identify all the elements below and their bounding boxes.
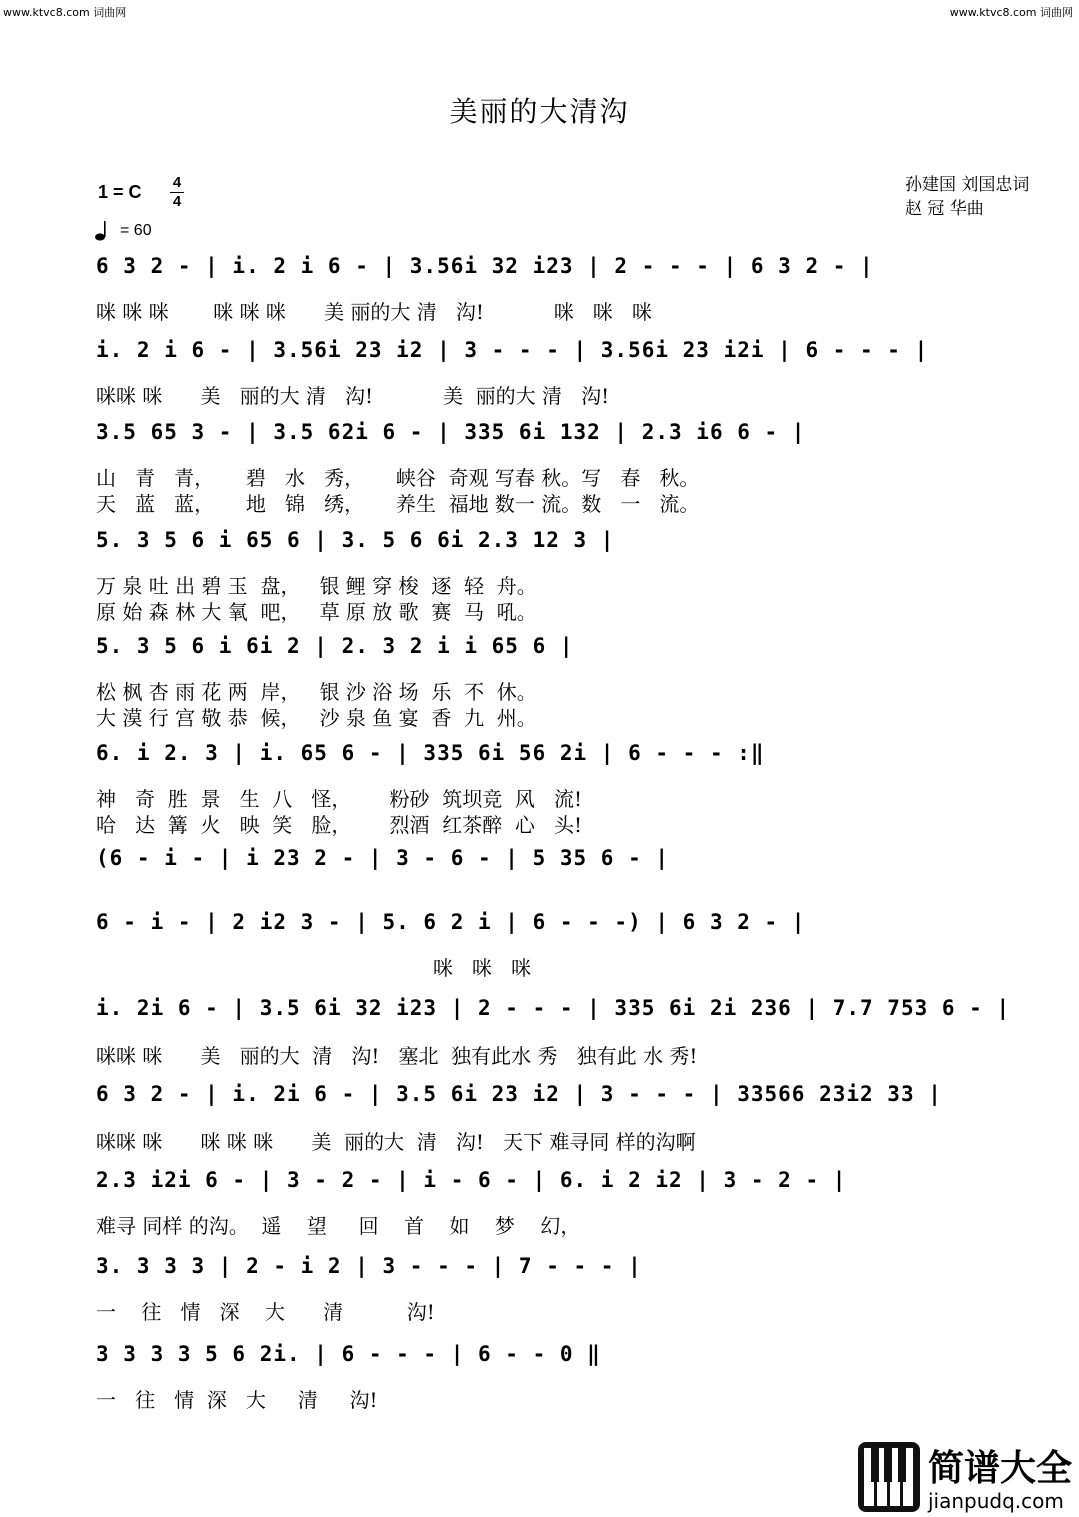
lyric-line: 原 始 森 林 大 氧 吧， 草 原 放 歌 赛 马 吼。 bbox=[96, 600, 537, 624]
meter-top: 4 bbox=[172, 174, 182, 191]
logo-title: 简谱大全 bbox=[928, 1448, 1073, 1489]
lyric-line: 咪咪 咪 美 丽的大 清 沟! 塞北 独有此水 秀 独有此 水 秀! bbox=[96, 1044, 698, 1068]
notation-text: 3. 3 3 3 | 2 - i 2 | 3 - - - | 7 - - - | bbox=[96, 1254, 642, 1278]
meter-bottom: 4 bbox=[172, 193, 182, 210]
notation-text: 6 - i - | 2 i2 3 - | 5. 6 2 i | 6 - - -) | 6 3 2 - | bbox=[96, 910, 806, 934]
song-title: 美丽的大清沟 bbox=[449, 95, 630, 128]
music-line bbox=[96, 846, 1030, 876]
tempo-marking: = 60 bbox=[120, 222, 152, 239]
lyric-line: 松 枫 杏 雨 花 两 岸， 银 沙 浴 场 乐 不 休。 bbox=[96, 680, 537, 704]
lyric-line: 一 往 情 深 大 清 沟! bbox=[96, 1300, 435, 1324]
music-line bbox=[96, 1168, 1030, 1198]
quarter-note-icon bbox=[94, 220, 112, 242]
time-signature bbox=[170, 174, 184, 211]
lyric-line: 神 奇 胜 景 生 八 怪， 粉砂 筑坝竞 风 流! bbox=[96, 787, 583, 811]
lyric-line: 一 往 情 深 大 清 沟! bbox=[96, 1388, 378, 1412]
lyric-line: 天 蓝 蓝， 地 锦 绣， 养生 福地 数一 流。数 一 流。 bbox=[96, 492, 700, 516]
notation-text: 3.5 65 3 - | 3.5 62i 6 - | 335 6i 132 | 2.3 i6 6 - | bbox=[96, 420, 806, 444]
site-watermark-right: www.ktvc8.com 词曲网 bbox=[949, 6, 1073, 19]
notation-text: i. 2 i 6 - | 3.56i 23 i2 | 3 - - - | 3.56i 23 i2i | 6 - - - | bbox=[96, 338, 929, 362]
music-line bbox=[96, 420, 1030, 450]
key-signature: 1 = C bbox=[98, 182, 142, 202]
lyric-line: 难寻 同样 的沟。 遥 望 回 首 如 梦 幻， bbox=[96, 1214, 581, 1238]
music-line bbox=[96, 1254, 1030, 1284]
notation-text: 2.3 i2i 6 - | 3 - 2 - | i - 6 - | 6. i 2 i2 | 3 - 2 - | bbox=[96, 1168, 847, 1192]
notation-text: (6 - i - | i 23 2 - | 3 - 6 - | 5 35 6 - | bbox=[96, 846, 670, 870]
music-line bbox=[96, 910, 1030, 940]
lyric-line: 大 漠 行 宫 敬 恭 候， 沙 泉 鱼 宴 香 九 州。 bbox=[96, 706, 537, 730]
music-line bbox=[96, 741, 1030, 771]
composer-credit: 赵 冠 华曲 bbox=[905, 199, 984, 219]
notation-text: 3 3 3 3 5 6 2i. | 6 - - - | 6 - - 0 ‖ bbox=[96, 1342, 601, 1366]
music-line bbox=[96, 634, 1030, 664]
notation-text: i. 2i 6 - | 3.5 6i 32 i23 | 2 - - - | 335 6i 2i 236 | 7.7 753 6 - | bbox=[96, 996, 1011, 1020]
lyric-line: 咪 咪 咪 咪 咪 咪 美 丽的大 清 沟! 咪 咪 咪 bbox=[96, 300, 652, 324]
notation-text: 6. i 2. 3 | i. 65 6 - | 335 6i 56 2i | 6 - - - :‖ bbox=[96, 741, 765, 765]
lyric-line: 万 泉 吐 出 碧 玉 盘， 银 鲤 穿 梭 逐 轻 舟。 bbox=[96, 574, 537, 598]
lyric-line: 山 青 青， 碧 水 秀， 峡谷 奇观 写春 秋。写 春 秋。 bbox=[96, 466, 700, 490]
notation-text: 6 3 2 - | i. 2i 6 - | 3.5 6i 23 i2 | 3 - - - | 33566 23i2 33 | bbox=[96, 1082, 942, 1106]
music-line bbox=[96, 528, 1030, 558]
logo-url: jianpudq.com bbox=[928, 1489, 1064, 1513]
lyric-line: 咪 咪 咪 bbox=[96, 956, 532, 980]
music-line bbox=[96, 1082, 1030, 1112]
music-line bbox=[96, 996, 1030, 1026]
notation-text: 5. 3 5 6 i 6i 2 | 2. 3 2 i i 65 6 | bbox=[96, 634, 574, 658]
notation-text: 5. 3 5 6 i 65 6 | 3. 5 6 6i 2.3 12 3 | bbox=[96, 528, 615, 552]
music-line bbox=[96, 338, 1030, 368]
site-watermark-left: www.ktvc8.com 词曲网 bbox=[3, 6, 127, 19]
lyric-line: 咪咪 咪 美 丽的大 清 沟! 美 丽的大 清 沟! bbox=[96, 384, 610, 408]
lyric-line: 咪咪 咪 咪 咪 咪 美 丽的大 清 沟! 天下 难寻同 样的沟啊 bbox=[96, 1130, 696, 1154]
lyricist-credit: 孙建国 刘国忠词 bbox=[905, 175, 1030, 195]
lyric-line: 哈 达 篝 火 映 笑 脸， 烈酒 红茶醉 心 头! bbox=[96, 813, 583, 837]
notation-text: 6 3 2 - | i. 2 i 6 - | 3.56i 32 i23 | 2 - - - | 6 3 2 - | bbox=[96, 254, 874, 278]
music-line bbox=[96, 254, 1030, 284]
jianpu-daquan-logo bbox=[858, 1440, 1073, 1514]
music-line bbox=[96, 1342, 1030, 1372]
